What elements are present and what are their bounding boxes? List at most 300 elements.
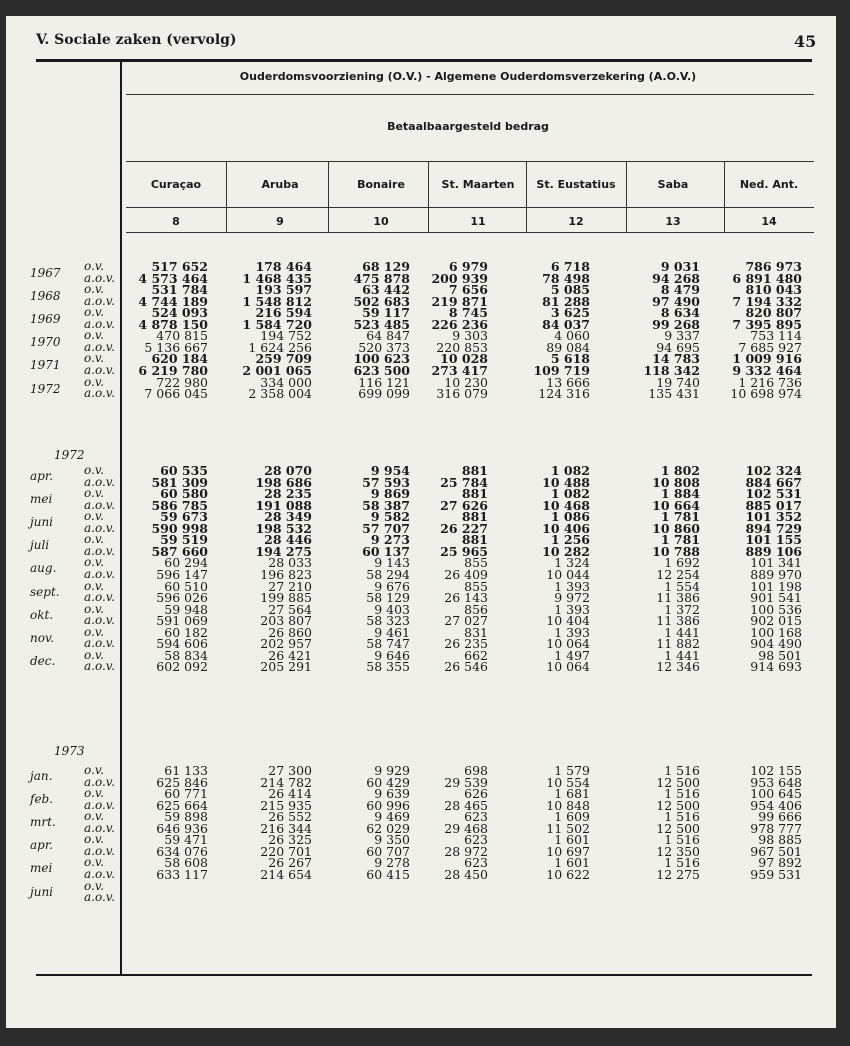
table-cell: 914 693 <box>750 659 802 675</box>
subtitle-rule <box>126 161 814 162</box>
table-cell: 26 860 <box>268 624 312 640</box>
table-cell: 14 783 <box>652 351 700 367</box>
row-label: a.o.v. <box>84 362 115 377</box>
table-cell: 12 500 <box>656 774 700 790</box>
table-cell: 10 698 974 <box>730 386 802 402</box>
section-year: 1973 <box>54 744 85 758</box>
row-label: a.o.v. <box>84 339 115 354</box>
table-cell: 5 618 <box>550 351 590 367</box>
table-cell: 89 084 <box>546 339 590 355</box>
row-label: o.v. <box>84 601 104 616</box>
table-cell: 220 853 <box>436 339 488 355</box>
table-cell: 59 519 <box>160 532 208 548</box>
column-number: 14 <box>761 215 777 228</box>
table-cell: 27 210 <box>268 578 312 594</box>
table-cell: 26 325 <box>268 832 312 848</box>
table-cell: 28 972 <box>444 843 488 859</box>
row-label: o.v. <box>84 578 104 593</box>
month-label: juli <box>30 538 50 553</box>
table-cell: 633 117 <box>156 866 208 882</box>
month-label: apr. <box>30 469 54 483</box>
table-cell: 216 594 <box>255 305 312 321</box>
table-cell: 10 282 <box>542 543 590 559</box>
table-cell: 198 686 <box>255 474 312 490</box>
column-number: 9 <box>276 215 284 228</box>
table-cell: 27 626 <box>440 497 488 513</box>
table-cell: 470 815 <box>156 328 208 344</box>
table-cell: 10 860 <box>652 520 700 536</box>
table-cell: 1 256 <box>550 532 590 548</box>
table-cell: 64 847 <box>366 328 410 344</box>
row-label: a.o.v. <box>84 866 115 881</box>
column-divider <box>226 161 227 232</box>
row-label: a.o.v. <box>84 270 115 285</box>
month-label: sept. <box>30 584 60 599</box>
table-cell: 216 344 <box>260 820 312 836</box>
table-cell: 1 516 <box>664 786 700 802</box>
table-cell: 10 230 <box>444 374 488 390</box>
table-cell: 12 500 <box>656 820 700 836</box>
table-cell: 316 079 <box>436 386 488 402</box>
table-cell: 1 609 <box>554 809 590 825</box>
table-cell: 84 037 <box>542 316 590 332</box>
row-label: o.v. <box>84 305 104 320</box>
table-cell: 28 450 <box>444 866 488 882</box>
table-cell: 10 064 <box>546 659 590 675</box>
table-cell: 9 273 <box>370 532 410 548</box>
table-cell: 9 403 <box>374 601 410 617</box>
table-cell: 61 133 <box>164 763 208 778</box>
table-cell: 1 372 <box>664 601 700 617</box>
bottom-rule <box>36 974 812 976</box>
table-cell: 524 093 <box>151 305 208 321</box>
table-cell: 904 490 <box>750 636 802 652</box>
row-label: o.v. <box>84 624 104 639</box>
table-cell: 109 719 <box>533 362 590 378</box>
table-cell: 12 346 <box>656 659 700 675</box>
table-cell: 12 275 <box>656 866 700 882</box>
table-cell: 9 954 <box>370 463 410 478</box>
table-cell: 602 092 <box>156 659 208 675</box>
table-cell: 59 471 <box>164 832 208 848</box>
table-cell: 967 501 <box>750 843 802 859</box>
table-cell: 523 485 <box>353 316 410 332</box>
table-cell: 881 <box>461 509 488 525</box>
year-label: 1972 <box>30 381 61 396</box>
table-cell: 100 536 <box>750 601 802 617</box>
table-cell: 259 709 <box>255 351 312 367</box>
table-cell: 10 554 <box>546 774 590 790</box>
table-cell: 100 645 <box>750 786 802 802</box>
table-cell: 1 441 <box>664 647 700 663</box>
month-label: nov. <box>30 630 55 645</box>
table-cell: 753 114 <box>750 328 802 344</box>
table-cell: 273 417 <box>431 362 488 378</box>
month-label: juni <box>30 884 54 899</box>
table-cell: 698 <box>464 763 488 778</box>
table-cell: 58 294 <box>366 566 410 582</box>
table-cell: 26 267 <box>268 855 312 871</box>
month-label: mei <box>30 861 53 876</box>
table-cell: 81 288 <box>542 293 590 309</box>
table-cell: 203 807 <box>260 613 312 629</box>
table-cell: 10 028 <box>440 351 488 367</box>
table-cell: 60 996 <box>366 797 410 813</box>
row-label: o.v. <box>84 259 104 273</box>
table-cell: 198 532 <box>255 520 312 536</box>
table-cell: 12 350 <box>656 843 700 859</box>
row-label: o.v. <box>84 463 104 477</box>
table-cell: 59 117 <box>362 305 410 321</box>
section-heading: V. Sociale zaken (vervolg) <box>36 32 237 48</box>
row-label: a.o.v. <box>84 543 115 558</box>
table-cell: 28 349 <box>264 509 312 525</box>
table-cell: 334 000 <box>260 374 312 390</box>
table-cell: 60 415 <box>366 866 410 882</box>
table-cell: 178 464 <box>255 259 312 274</box>
table-cell: 699 099 <box>358 386 410 402</box>
table-cell: 1 516 <box>664 809 700 825</box>
table-cell: 199 885 <box>260 590 312 606</box>
row-label: a.o.v. <box>84 843 115 858</box>
table-cell: 26 143 <box>444 590 488 606</box>
table-cell: 10 664 <box>652 497 700 513</box>
row-label: o.v. <box>84 509 104 524</box>
table-cell: 1 516 <box>664 763 700 778</box>
table-cell: 9 639 <box>374 786 410 802</box>
column-number: 13 <box>665 215 681 228</box>
table-cell: 28 033 <box>268 555 312 571</box>
title-rule <box>126 94 814 95</box>
table-cell: 1 692 <box>664 555 700 571</box>
table-cell: 10 697 <box>546 843 590 859</box>
table-cell: 60 294 <box>164 555 208 571</box>
table-cell: 28 070 <box>264 463 312 478</box>
table-cell: 620 184 <box>151 351 208 367</box>
table-cell: 13 666 <box>546 374 590 390</box>
table-cell: 9 646 <box>374 647 410 663</box>
month-label: apr. <box>30 838 54 853</box>
column-header: St. Eustatius <box>536 178 616 191</box>
table-cell: 9 143 <box>374 555 410 571</box>
row-label: o.v. <box>84 809 104 824</box>
month-label: jan. <box>30 769 53 783</box>
table-cell: 58 747 <box>366 636 410 652</box>
table-cell: 100 623 <box>353 351 410 367</box>
row-label: o.v. <box>84 647 104 662</box>
table-cell: 1 584 720 <box>242 316 312 332</box>
table-cell: 102 155 <box>750 763 802 778</box>
table-cell: 124 316 <box>538 386 590 402</box>
table-cell: 26 235 <box>444 636 488 652</box>
table-cell: 954 406 <box>750 797 802 813</box>
table-cell: 26 227 <box>440 520 488 536</box>
table-cell: 214 654 <box>260 866 312 882</box>
table-cell: 59 948 <box>164 601 208 617</box>
table-cell: 902 015 <box>750 613 802 629</box>
row-label: a.o.v. <box>84 890 115 905</box>
table-cell: 9 350 <box>374 832 410 848</box>
table-cell: 27 027 <box>444 613 488 629</box>
table-cell: 1 441 <box>664 624 700 640</box>
table-cell: 625 846 <box>156 774 208 790</box>
table-cell: 220 701 <box>260 843 312 859</box>
table-cell: 1 884 <box>660 486 700 502</box>
row-label: a.o.v. <box>84 497 115 512</box>
row-label: o.v. <box>84 855 104 870</box>
table-cell: 10 788 <box>652 543 700 559</box>
table-cell: 623 <box>464 809 488 825</box>
table-cell: 1 393 <box>554 624 590 640</box>
table-cell: 196 823 <box>260 566 312 582</box>
table-cell: 62 029 <box>366 820 410 836</box>
table-cell: 226 236 <box>431 316 488 332</box>
table-cell: 26 414 <box>268 786 312 802</box>
year-label: 1968 <box>30 289 61 304</box>
table-cell: 634 076 <box>156 843 208 859</box>
table-cell: 1 082 <box>550 463 590 478</box>
row-label: o.v. <box>84 763 104 777</box>
table-cell: 98 885 <box>758 832 802 848</box>
row-label: a.o.v. <box>84 774 115 789</box>
row-label: a.o.v. <box>84 520 115 535</box>
table-cell: 9 869 <box>370 486 410 502</box>
table-cell: 11 882 <box>656 636 700 652</box>
table-cell: 25 965 <box>440 543 488 559</box>
table-cell: 9 676 <box>374 578 410 594</box>
table-cell: 978 777 <box>750 820 802 836</box>
table-cell: 12 500 <box>656 797 700 813</box>
table-cell: 881 <box>461 486 488 502</box>
table-cell: 517 652 <box>151 259 208 274</box>
table-cell: 10 064 <box>546 636 590 652</box>
table-cell: 78 498 <box>542 270 590 286</box>
table-cell: 591 069 <box>156 613 208 629</box>
table-cell: 27 300 <box>268 763 312 778</box>
table-cell: 9 332 464 <box>732 362 802 378</box>
table-cell: 10 622 <box>546 866 590 882</box>
year-label: 1967 <box>30 266 61 280</box>
table-cell: 889 106 <box>745 543 802 559</box>
table-cell: 520 373 <box>358 339 410 355</box>
table-cell: 101 341 <box>750 555 802 571</box>
column-header: Bonaire <box>357 178 405 191</box>
table-cell: 1 086 <box>550 509 590 525</box>
row-label: a.o.v. <box>84 316 115 331</box>
table-cell: 6 718 <box>550 259 590 274</box>
table-cell: 59 898 <box>164 809 208 825</box>
table-cell: 581 309 <box>151 474 208 490</box>
table-cell: 9 972 <box>554 590 590 606</box>
table-cell: 7 395 895 <box>732 316 802 332</box>
table-cell: 959 531 <box>750 866 802 882</box>
table-cell: 193 597 <box>255 282 312 298</box>
table-cell: 27 564 <box>268 601 312 617</box>
table-cell: 58 608 <box>164 855 208 871</box>
row-label: a.o.v. <box>84 659 115 674</box>
row-label: o.v. <box>84 832 104 847</box>
page-number: 45 <box>794 32 817 51</box>
table-cell: 623 500 <box>353 362 410 378</box>
table-cell: 4 878 150 <box>138 316 208 332</box>
month-label: mrt. <box>30 815 56 830</box>
table-cell: 101 155 <box>745 532 802 548</box>
table-cell: 4 573 464 <box>138 270 208 286</box>
table-cell: 475 878 <box>353 270 410 286</box>
row-label: a.o.v. <box>84 474 115 489</box>
table-cell: 102 324 <box>745 463 802 478</box>
row-label: a.o.v. <box>84 613 115 628</box>
table-cell: 1 497 <box>554 647 590 663</box>
table-cell: 881 <box>461 532 488 548</box>
table-cell: 1 009 916 <box>732 351 802 367</box>
row-label: o.v. <box>84 486 104 501</box>
table-cell: 26 421 <box>268 647 312 663</box>
table-cell: 11 386 <box>656 613 700 629</box>
year-label: 1971 <box>30 358 61 373</box>
table-cell: 8 745 <box>448 305 488 321</box>
table-cell: 118 342 <box>643 362 700 378</box>
table-cell: 722 980 <box>156 374 208 390</box>
table-cell: 786 973 <box>745 259 802 274</box>
table-cell: 586 785 <box>151 497 208 513</box>
table-cell: 1 601 <box>554 855 590 871</box>
table-cell: 662 <box>464 647 488 663</box>
table-cell: 29 468 <box>444 820 488 836</box>
table-cell: 7 194 332 <box>732 293 802 309</box>
table-cell: 60 771 <box>164 786 208 802</box>
row-label: o.v. <box>84 878 104 893</box>
table-cell: 98 501 <box>758 647 802 663</box>
row-label: o.v. <box>84 532 104 547</box>
table-cell: 28 235 <box>264 486 312 502</box>
table-cell: 26 409 <box>444 566 488 582</box>
table-cell: 1 802 <box>660 463 700 478</box>
table-cell: 1 624 256 <box>248 339 312 355</box>
table-cell: 94 695 <box>656 339 700 355</box>
table-cell: 855 <box>464 555 488 571</box>
table-cell: 1 781 <box>660 509 700 525</box>
row-label: a.o.v. <box>84 386 115 401</box>
table-cell: 57 593 <box>362 474 410 490</box>
table-cell: 102 531 <box>745 486 802 502</box>
month-label: dec. <box>30 653 56 668</box>
table-cell: 99 268 <box>652 316 700 332</box>
table-cell: 855 <box>464 578 488 594</box>
table-cell: 60 535 <box>160 463 208 478</box>
colhead-rule <box>126 207 814 208</box>
row-label: a.o.v. <box>84 566 115 581</box>
row-label: o.v. <box>84 351 104 366</box>
table-cell: 60 429 <box>366 774 410 790</box>
row-label: o.v. <box>84 328 104 343</box>
table-cell: 11 502 <box>546 820 590 836</box>
table-cell: 587 660 <box>151 543 208 559</box>
table-cell: 202 957 <box>260 636 312 652</box>
column-header: Aruba <box>261 178 299 191</box>
table-cell: 60 580 <box>160 486 208 502</box>
table-cell: 19 740 <box>656 374 700 390</box>
column-header: St. Maarten <box>441 178 515 191</box>
table-cell: 25 784 <box>440 474 488 490</box>
table-cell: 60 182 <box>164 624 208 640</box>
table-cell: 889 970 <box>750 566 802 582</box>
table-cell: 11 386 <box>656 590 700 606</box>
table-cell: 1 579 <box>554 763 590 778</box>
table-cell: 9 582 <box>370 509 410 525</box>
row-label: o.v. <box>84 786 104 801</box>
table-cell: 60 707 <box>366 843 410 859</box>
row-label: o.v. <box>84 282 104 297</box>
table-cell: 646 936 <box>156 820 208 836</box>
page <box>6 16 836 1028</box>
table-cell: 531 784 <box>151 282 208 298</box>
table-cell: 7 066 045 <box>144 386 208 402</box>
year-label: 1970 <box>30 335 61 350</box>
table-cell: 5 136 667 <box>144 339 208 355</box>
table-cell: 6 979 <box>448 259 488 274</box>
table-cell: 1 393 <box>554 578 590 594</box>
table-cell: 10 808 <box>652 474 700 490</box>
table-cell: 894 729 <box>745 520 802 536</box>
table-cell: 9 461 <box>374 624 410 640</box>
table-cell: 10 404 <box>546 613 590 629</box>
table-cell: 57 707 <box>362 520 410 536</box>
table-cell: 1 781 <box>660 532 700 548</box>
table-cell: 1 324 <box>554 555 590 571</box>
table-cell: 101 198 <box>750 578 802 594</box>
table-cell: 625 664 <box>156 797 208 813</box>
table-cell: 12 254 <box>656 566 700 582</box>
table-cell: 1 216 736 <box>738 374 802 390</box>
table-cell: 1 516 <box>664 832 700 848</box>
table-cell: 6 219 780 <box>138 362 208 378</box>
column-header: Saba <box>657 178 689 191</box>
month-label: okt. <box>30 607 54 622</box>
table-cell: 10 488 <box>542 474 590 490</box>
table-cell: 8 479 <box>660 282 700 298</box>
table-cell: 191 088 <box>255 497 312 513</box>
table-cell: 10 468 <box>542 497 590 513</box>
table-cell: 58 323 <box>366 613 410 629</box>
table-cell: 3 625 <box>550 305 590 321</box>
table-cell: 135 431 <box>648 386 700 402</box>
table-cell: 28 465 <box>444 797 488 813</box>
column-header: Ned. Ant. <box>739 178 799 191</box>
table-cell: 116 121 <box>358 374 410 390</box>
table-cell: 901 541 <box>750 590 802 606</box>
table-cell: 1 393 <box>554 601 590 617</box>
table-cell: 29 539 <box>444 774 488 790</box>
table-cell: 594 606 <box>156 636 208 652</box>
table-cell: 9 303 <box>452 328 488 344</box>
table-cell: 626 <box>464 786 488 802</box>
table-cell: 885 017 <box>745 497 802 513</box>
table-cell: 26 546 <box>444 659 488 675</box>
table-cell: 1 554 <box>664 578 700 594</box>
table-cell: 194 752 <box>260 328 312 344</box>
table-cell: 58 355 <box>366 659 410 675</box>
table-cell: 1 516 <box>664 855 700 871</box>
table-cell: 623 <box>464 855 488 871</box>
table-cell: 623 <box>464 832 488 848</box>
column-number: 10 <box>373 215 389 228</box>
table-cell: 9 337 <box>664 328 700 344</box>
top-rule <box>36 59 812 62</box>
table-cell: 810 043 <box>745 282 802 298</box>
table-cell: 1 548 812 <box>242 293 312 309</box>
table-cell: 7 656 <box>448 282 488 298</box>
